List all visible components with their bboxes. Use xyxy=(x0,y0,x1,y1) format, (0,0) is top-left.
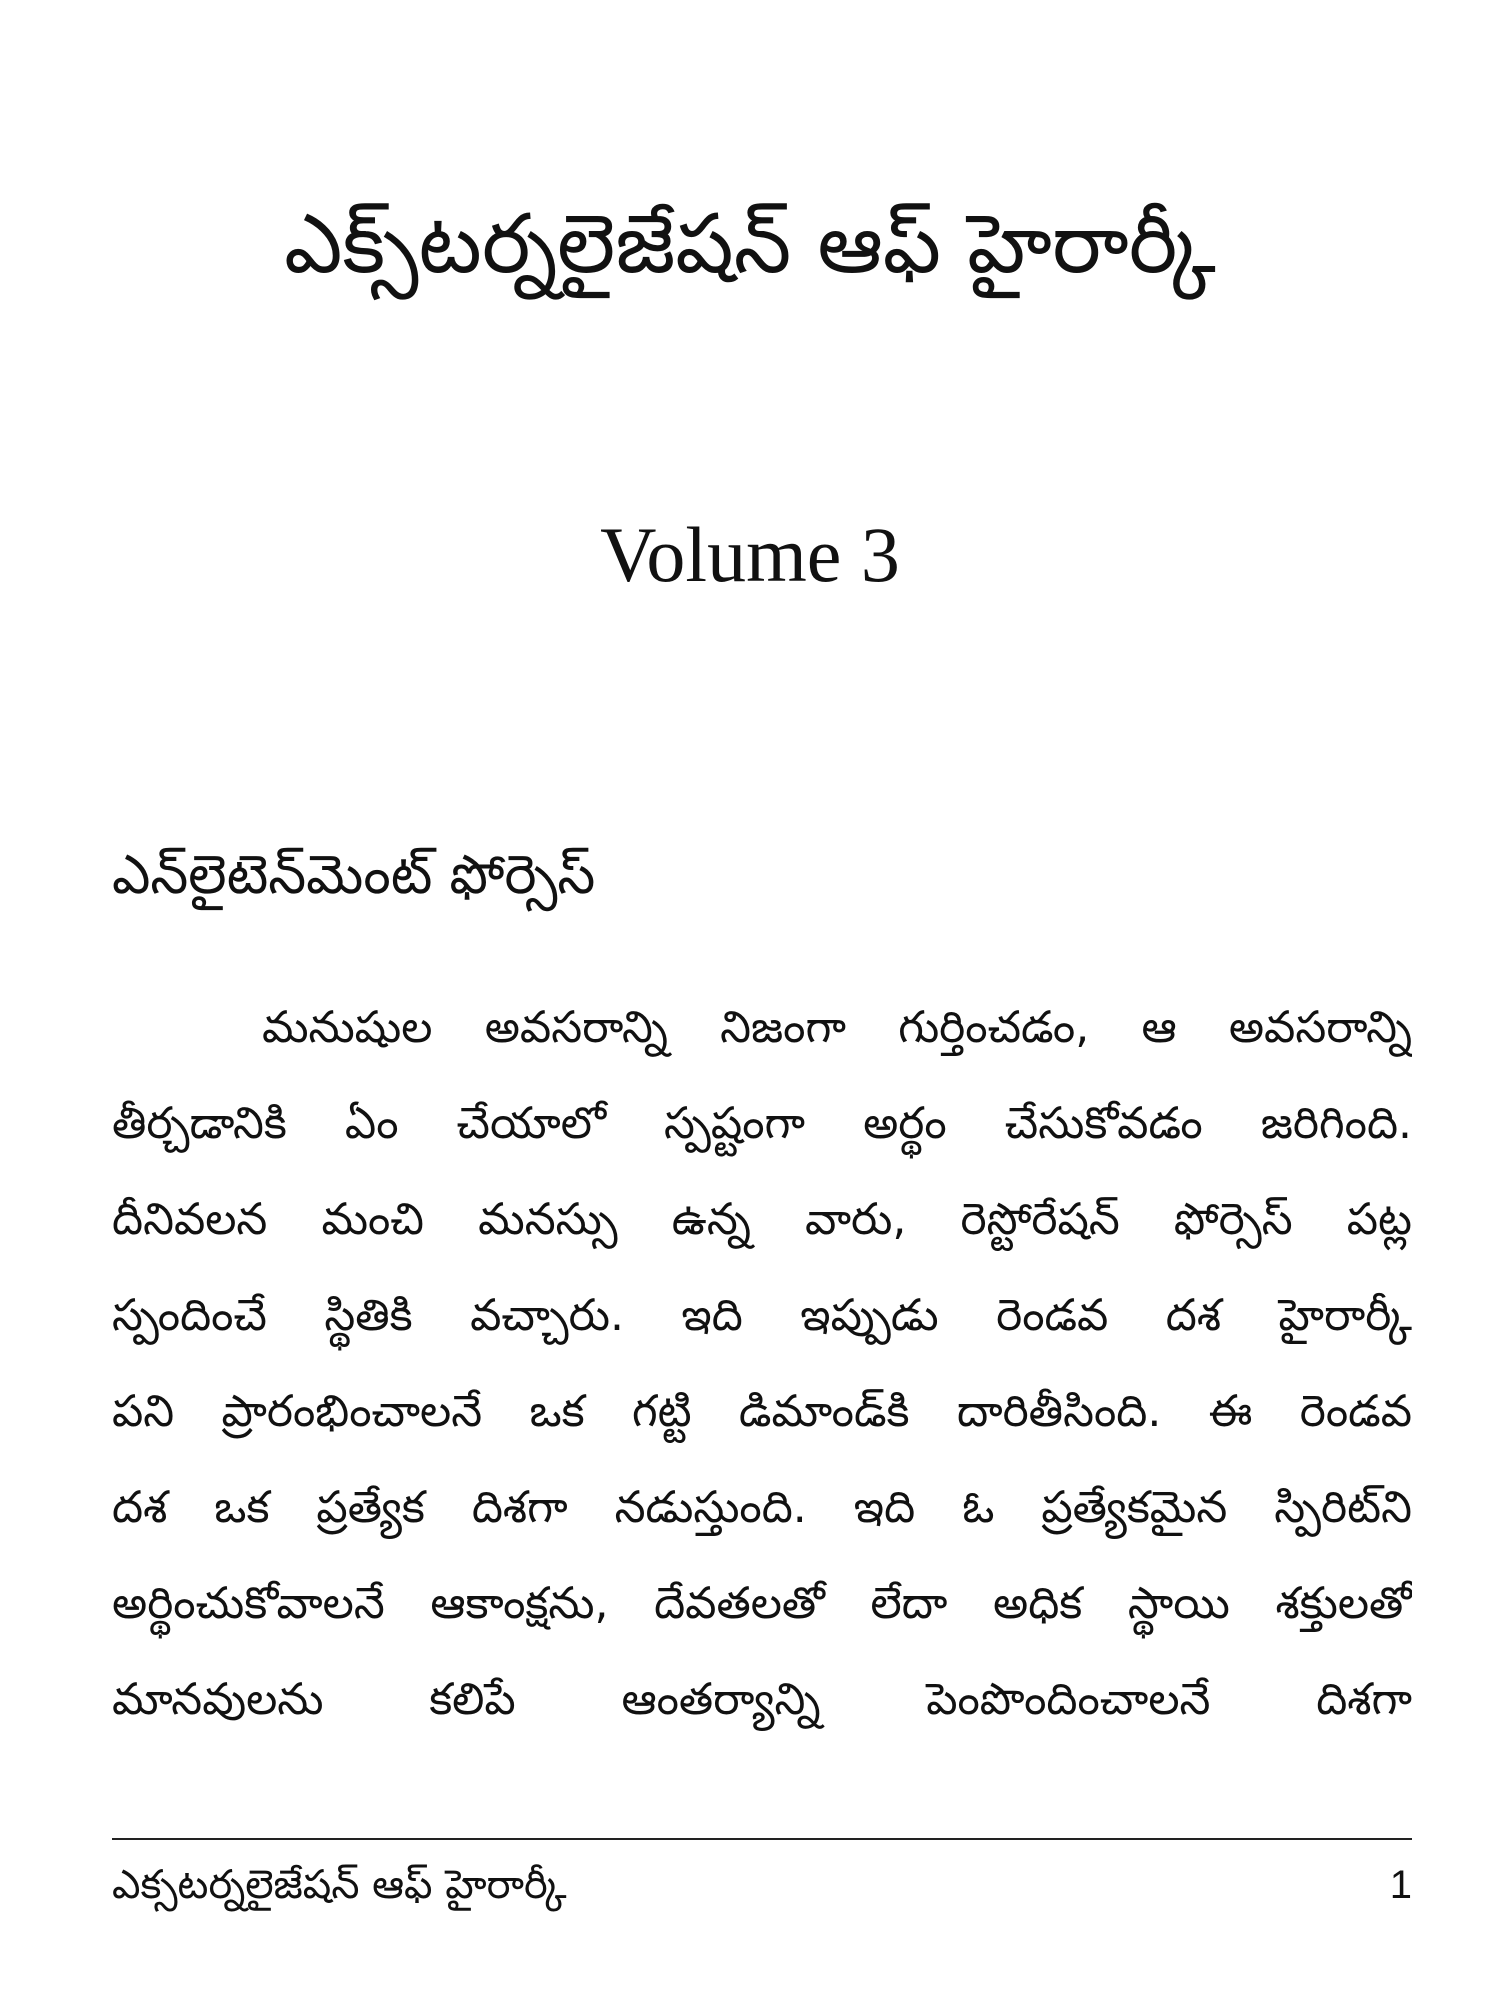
paragraph-line: దీనివలన మంచి మనస్సు ఉన్న వారు, రెస్టోరేషన్ ఫోర్సెస్ పట్ల xyxy=(112,1194,1412,1245)
paragraph-line: మనుషుల అవసరాన్ని నిజంగా గుర్తించడం, ఆ అవసరాన్ని xyxy=(262,1002,1412,1053)
page-number: 1 xyxy=(1389,1863,1412,1907)
paragraph-line: తీర్చడానికి ఏం చేయాలో స్పష్టంగా అర్థం చేసుకోవడం జరిగింది. xyxy=(112,1098,1412,1149)
footer-divider xyxy=(112,1838,1412,1840)
paragraph-line: పని ప్రారంభించాలనే ఒక గట్టి డిమాండ్‌కి దారితీసింది. ఈ రెండవ xyxy=(112,1386,1412,1437)
volume-label: Volume 3 xyxy=(600,511,900,598)
paragraph-line: అర్థించుకోవాలనే ఆకాంక్షను, దేవతలతో లేదా అధిక స్థాయి శక్తులతో xyxy=(112,1578,1412,1629)
footer-running-title: ఎక్సటర్నలైజేషన్ ఆఫ్ హైరార్కీ xyxy=(112,1862,567,1908)
section-heading: ఎన్‌లైటెన్‌మెంట్ ఫోర్సెస్ xyxy=(112,843,596,906)
paragraph-line: స్పందించే స్థితికి వచ్చారు. ఇది ఇప్పుడు రెండవ దశ హైరార్కీ xyxy=(112,1290,1412,1341)
document-title: ఎక్స్‌టర్నలైజేషన్ ఆఫ్ హైరార్కీ xyxy=(284,197,1216,292)
paragraph-line: దశ ఒక ప్రత్యేక దిశగా నడుస్తుంది. ఇది ఓ ప్రత్యేకమైన స్పిరిట్‌ని xyxy=(112,1482,1412,1533)
paragraph-line: మానవులను కలిపే ఆంతర్యాన్ని పెంపొందించాలనే దిశగా xyxy=(112,1674,1412,1725)
body-paragraph xyxy=(112,980,1412,1748)
